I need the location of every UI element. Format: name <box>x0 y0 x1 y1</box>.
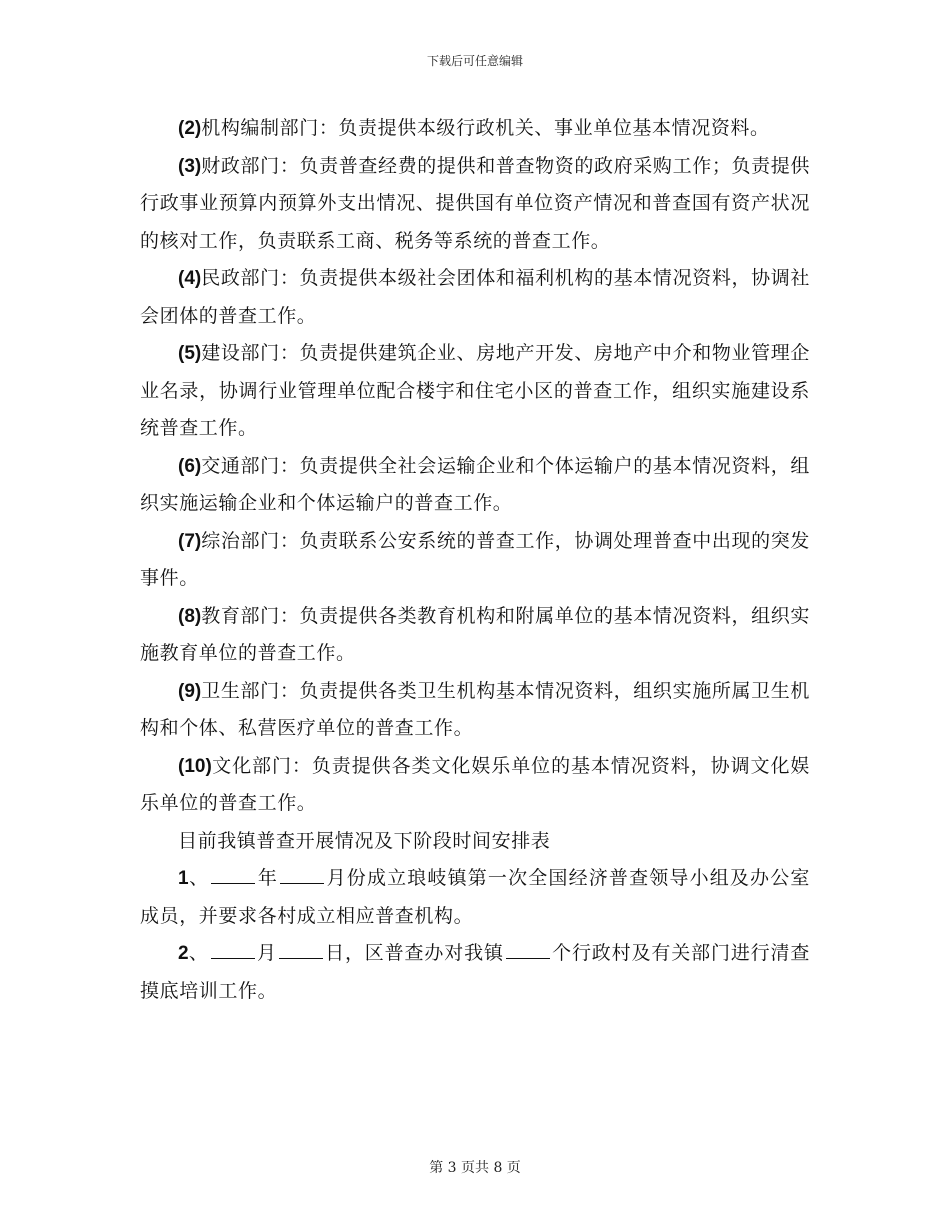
dept-item-7 <box>140 523 810 598</box>
dept-item-10 <box>140 748 810 823</box>
item-number: (10) <box>178 755 212 777</box>
item-text: 建设部门：负责提供建筑企业、房地产开发、房地产中介和物业管理企业名录，协调行业管理单位配合楼宇和住宅小区的普查工作，组织实施建设系统普查工作。 <box>140 342 810 439</box>
blank-underline <box>211 940 255 959</box>
item-text-b: 月份成立琅岐镇第一次全国经济普查领导小组及办公室成员，并要求各村成立相应普查机构。 <box>140 867 810 927</box>
blank-underline <box>506 940 550 959</box>
item-text: 文化部门：负责提供各类文化娱乐单位的基本情况资料，协调文化娱乐单位的普查工作。 <box>140 754 810 814</box>
item-text: 交通部门：负责提供全社会运输企业和个体运输户的基本情况资料，组织实施运输企业和个体运输户的普查工作。 <box>140 454 810 514</box>
dept-item-4 <box>140 260 810 335</box>
dept-item-9 <box>140 673 810 748</box>
item-number: (8) <box>178 605 202 627</box>
item-text: 财政部门：负责普查经费的提供和普查物资的政府采购工作；负责提供行政事业预算内预算外支出情况、提供国有单位资产情况和普查国有资产状况的核对工作，负责联系工商、税务等系统的普查工作。 <box>140 154 810 252</box>
item-number: (5) <box>178 343 202 364</box>
page-footer: 第 3 页共 8 页 <box>429 1160 521 1176</box>
item-number: 2 <box>178 943 189 964</box>
item-text: 卫生部门：负责提供各类卫生机构基本情况资料，组织实施所属卫生机构和个体、私营医疗单位的普查工作。 <box>140 679 810 739</box>
item-text-b: 日，区普查办对我镇 <box>324 942 504 964</box>
dept-item-5 <box>140 335 810 448</box>
item-number: (2) <box>178 118 202 139</box>
item-text-c: 个行政村及有关部门进行清查摸底培训工作。 <box>140 942 810 1002</box>
item-text: 综治部门：负责联系公安系统的普查工作，协调处理普查中出现的突发事件。 <box>140 529 810 589</box>
item-separator: 、 <box>188 867 210 889</box>
item-text: 民政部门：负责提供本级社会团体和福利机构的基本情况资料，协调社会团体的普查工作。 <box>140 267 810 327</box>
item-text-a: 年 <box>257 867 279 889</box>
dept-item-2 <box>140 110 810 148</box>
schedule-title: 目前我镇普查开展情况及下阶段时间安排表 <box>178 829 551 852</box>
item-number: (3) <box>178 155 202 177</box>
dept-item-8 <box>140 598 810 673</box>
item-number: (7) <box>178 530 202 552</box>
item-number: (9) <box>178 680 202 702</box>
item-number: (4) <box>178 268 202 289</box>
document-body <box>140 110 810 1010</box>
dept-item-6 <box>140 448 810 523</box>
item-separator: 、 <box>188 942 209 964</box>
dept-item-3 <box>140 148 810 261</box>
item-text: 教育部门：负责提供各类教育机构和附属单位的基本情况资料，组织实施教育单位的普查工作。 <box>140 604 810 664</box>
item-text-a: 月 <box>256 942 277 964</box>
item-number: 1 <box>178 868 189 889</box>
item-text: 机构编制部门：负责提供本级行政机关、事业单位基本情况资料。 <box>201 117 770 139</box>
blank-underline <box>211 865 255 884</box>
item-number: (6) <box>178 455 202 477</box>
page-header: 下载后可任意编辑 <box>426 54 523 68</box>
schedule-item-1 <box>140 860 810 935</box>
schedule-item-2 <box>140 935 810 1010</box>
blank-underline <box>279 940 323 959</box>
blank-underline <box>280 865 324 884</box>
